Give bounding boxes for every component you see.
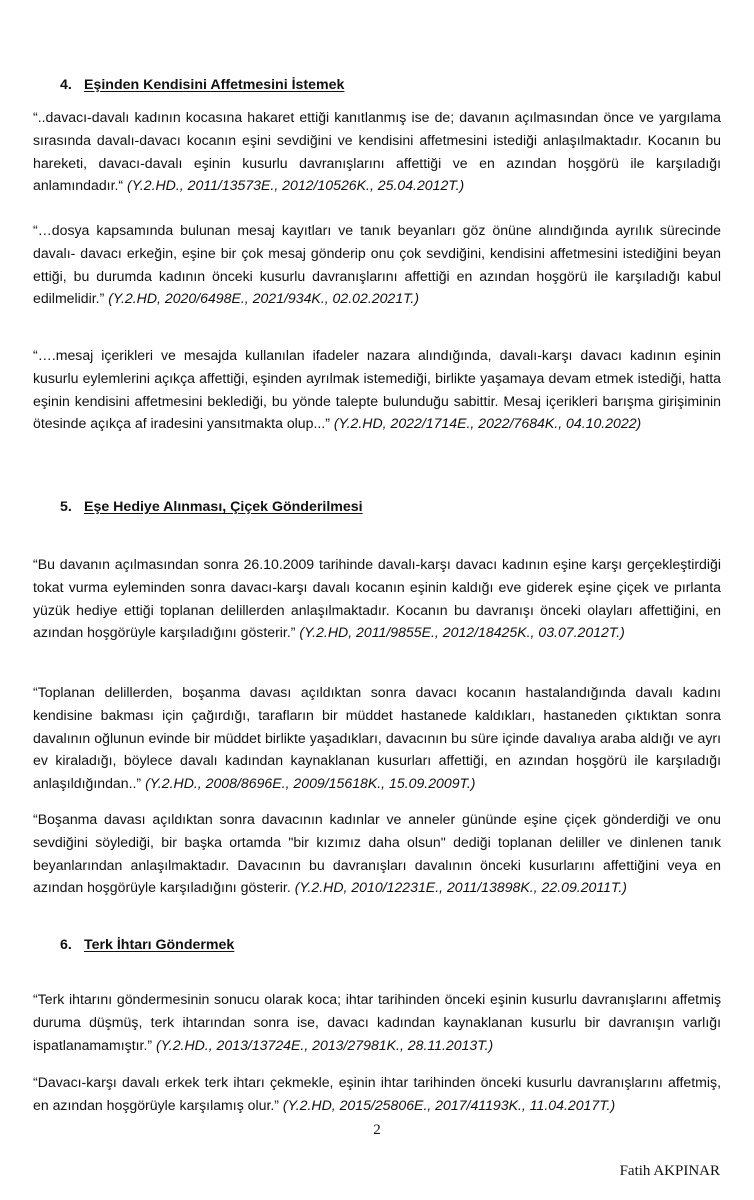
quote-paragraph <box>33 808 721 899</box>
section-heading <box>60 76 344 94</box>
quote-paragraph <box>33 1071 721 1117</box>
page-number: 2 <box>373 1122 381 1138</box>
section-number: 4. <box>60 77 72 93</box>
section-number: 5. <box>60 499 72 515</box>
author-name: Fatih AKPINAR <box>619 1163 720 1179</box>
quote-citation: (Y.2.HD, 2010/12231E., 2011/13898K., 22.09.2011T.) <box>294 879 627 896</box>
quote-text: “Terk ihtarını göndermesinin sonucu olarak koca; ihtar tarihinden önceki eşinin kusurlu davranışlarını affetmiş duruma düşmüş, terk ihtarından sonra ise, davacı kadından kaynaklanan kusurlu bir davranışın varlığı ispatlanamamıştır.” <box>33 991 721 1053</box>
quote-citation: (Y.2.HD., 2013/13724E., 2013/27981K., 28.11.2013T.) <box>155 1036 494 1053</box>
quote-citation: (Y.2.HD, 2015/25806E., 2017/41193K., 11.04.2017T.) <box>282 1096 616 1113</box>
quote-text: “Davacı-karşı davalı erkek terk ihtarı çekmekle, eşinin ihtar tarihinden önceki kusurlu davranışlarını affetmiş, en azından hoşgörüyle karşılamış olur.” <box>33 1074 721 1113</box>
section-title: Eşinden Kendisini Affetmesini İstemek <box>84 77 345 93</box>
section-heading <box>60 936 234 954</box>
quote-text: “Bu davanın açılmasından sonra 26.10.2009 tarihinde davalı-karşı davacı kadının eşine karşı gerçekleştirdiği tokat vurma eyleminden sonra davacı-karşı davalı kocanın eşinin kaldığı eve giderek eşine çiçek ve pırlanta yüzük hediye ettiği toplanan delillerden anlaşılmaktadır. Kocanın bu davranışı önceki olayları affettiğini, en azından hoşgörüyle karşıladığını gösterir.” <box>33 556 721 641</box>
quote-citation: (Y.2.HD, 2011/9855E., 2012/18425K., 03.07.2012T.) <box>299 624 625 641</box>
quote-text: “…dosya kapsamında bulunan mesaj kayıtları ve tanık beyanları göz önüne alındığında ayrılık sürecinde davalı- davacı erkeğin, eşine bir çok mesaj gönderip onu çok sevdiğini, kendisini affetmesini istediğini beyan ettiği, bu durumda kadının önceki kusurlu davranışlarını affettiği en azından hoşgörü ile karşıladığı kabul edilmelidir.” <box>33 222 721 307</box>
section-title: Eşe Hediye Alınması, Çiçek Gönderilmesi <box>84 499 363 515</box>
quote-text: “Toplanan delillerden, boşanma davası açıldıktan sonra davacı kocanın hastalandığında davalı kadını kendisine bakması için çağırdığı, tarafların bir müddet hastanede kaldıkları, hastaneden çıktıktan sonra davalının oğlunun evinde bir müddet birlikte yaşadıkları, davacının bu süre içinde davalıya araba aldığı ve ayrı ev kiraladığı, böylece davalı kadından kaynaklanan kusurları affettiği, en azından hoşgörü ile karşıladığı anlaşıldığından..” <box>33 684 721 792</box>
quote-paragraph <box>33 219 721 310</box>
quote-paragraph <box>33 106 721 197</box>
quote-citation: (Y.2.HD, 2022/1714E., 2022/7684K., 04.10.2022) <box>333 415 642 432</box>
quote-paragraph <box>33 988 721 1056</box>
quote-paragraph <box>33 344 721 435</box>
quote-text: “Boşanma davası açıldıktan sonra davacının kadınlar ve anneler gününde eşine çiçek gönderdiği ve onu sevdiğini söylediği, bir başka ortamda "bir kızımız daha olsun" dediği toplanan deliller ve dinlenen tanık beyanlarından anlaşılmaktadır. Davacının bu davranışları davalının önceki kusurlarını affettiğini veya en azından hoşgörüyle karşıladığını gösterir. <box>33 811 721 896</box>
quote-paragraph <box>33 681 721 795</box>
quote-text: “..davacı-davalı kadının kocasına hakaret ettiği kanıtlanmış ise de; davanın açılmasından önce ve yargılama sırasında davalı-davacı kocanın eşini sevdiğini ve kendisini affetmesini istediği anlaşılmaktadır. Kocanın bu hareketi, davacı-davalı eşinin kusurlu davranışlarını affettiği ve en azından hoşgörü ile karşıladığı anlamındadır.“ <box>33 109 721 194</box>
quote-citation: (Y.2.HD, 2020/6498E., 2021/934K., 02.02.2021T.) <box>108 290 420 307</box>
quote-paragraph <box>33 553 721 644</box>
quote-citation: (Y.2.HD., 2008/8696E., 2009/15618K., 15.09.2009T.) <box>145 775 476 792</box>
quote-citation: (Y.2.HD., 2011/13573E., 2012/10526K., 25.04.2012T.) <box>127 177 465 194</box>
quote-text: “….mesaj içerikleri ve mesajda kullanılan ifadeler nazara alındığında, davalı-karşı davacı kadının eşinin kusurlu eylemlerini açıkça affettiği, eşinden ayrılmak istemediği, birlikte yaşamaya devam etmek istediği, hatta eşinin kendisini affetmesini beklediği, bu yönde talepte bulunduğu sabittir. Mesaj içerikleri barışma girişiminin ötesinde açıkça af iradesini yansıtmakta olup...” <box>33 347 721 432</box>
section-heading <box>60 498 363 516</box>
section-number: 6. <box>60 937 72 953</box>
section-title: Terk İhtarı Göndermek <box>84 937 235 953</box>
